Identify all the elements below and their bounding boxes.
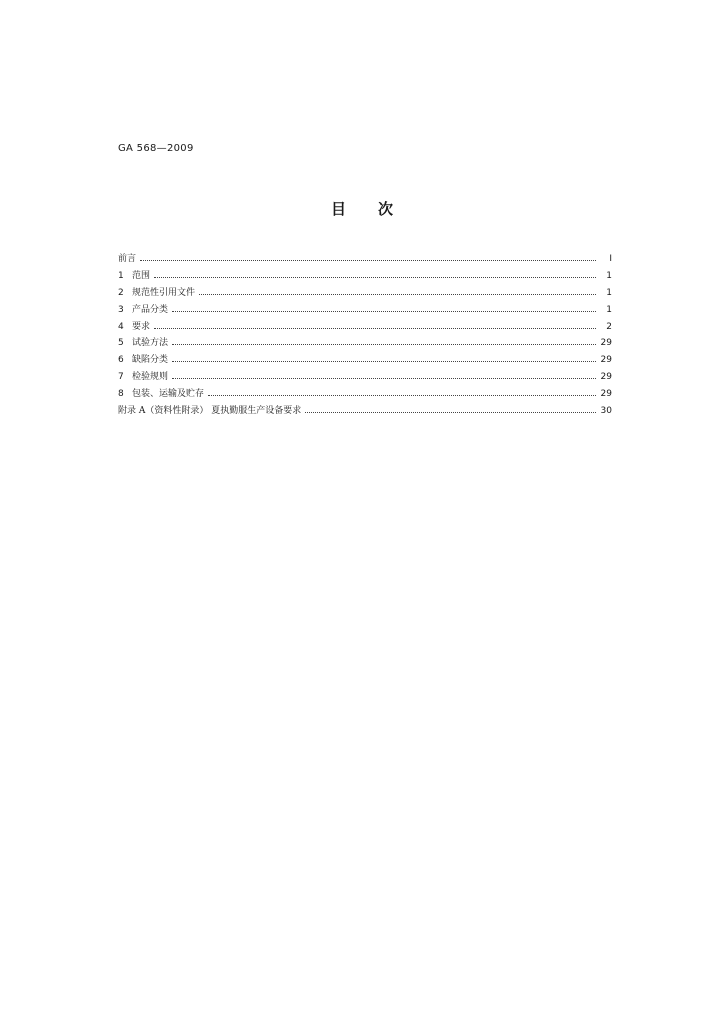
toc-leader-dots xyxy=(154,328,596,329)
toc-entry-label: 附录 A（资料性附录） 夏执勤服生产设备要求 xyxy=(118,406,302,417)
toc-leader-dots xyxy=(140,260,596,261)
toc-entry-label: 前言 xyxy=(118,254,137,264)
toc-entry-scope[interactable] xyxy=(118,268,612,285)
toc-entry-page: Ⅰ xyxy=(609,254,612,264)
toc-entry-number: 8 xyxy=(118,389,124,400)
toc-entry-number: 3 xyxy=(118,304,124,315)
toc-entry-requirements[interactable] xyxy=(118,319,612,336)
toc-entry-label: 产品分类 xyxy=(132,304,169,315)
toc-leader-dots xyxy=(172,344,596,345)
toc-entry-defect-classification[interactable] xyxy=(118,352,612,369)
toc-entry-page: 30 xyxy=(600,406,612,417)
toc-entry-page: 2 xyxy=(606,321,612,332)
toc-entry-test-methods[interactable] xyxy=(118,335,612,352)
toc-entry-inspection-rules[interactable] xyxy=(118,369,612,386)
toc-entry-page: 29 xyxy=(600,389,612,400)
toc-entry-number: 4 xyxy=(118,321,124,332)
table-of-contents xyxy=(118,251,612,420)
toc-entry-page: 1 xyxy=(606,287,612,298)
toc-entry-label: 要求 xyxy=(132,321,151,332)
toc-entry-label: 缺陷分类 xyxy=(132,355,169,366)
toc-entry-label: 试验方法 xyxy=(132,338,169,349)
toc-entry-page: 1 xyxy=(606,270,612,281)
standard-code: GA 568—2009 xyxy=(118,143,194,154)
toc-entry-page: 29 xyxy=(600,338,612,349)
toc-title xyxy=(331,198,395,219)
toc-leader-dots xyxy=(199,294,596,295)
toc-leader-dots xyxy=(154,277,596,278)
toc-entry-preface[interactable] xyxy=(118,251,612,268)
toc-entry-annex-a[interactable] xyxy=(118,403,612,420)
toc-entry-label: 规范性引用文件 xyxy=(132,287,196,298)
toc-leader-dots xyxy=(305,412,596,413)
toc-entry-page: 29 xyxy=(600,355,612,366)
toc-entry-number: 1 xyxy=(118,270,124,281)
toc-entry-number: 6 xyxy=(118,355,124,366)
toc-entry-packaging-transport-storage[interactable] xyxy=(118,386,612,403)
toc-leader-dots xyxy=(208,395,596,396)
toc-leader-dots xyxy=(172,311,596,312)
toc-title-right: 次 xyxy=(378,200,396,218)
toc-entry-number: 5 xyxy=(118,338,124,349)
toc-entry-label: 包装、运输及贮存 xyxy=(132,389,205,400)
toc-entry-page: 29 xyxy=(600,372,612,383)
toc-entry-label: 检验规则 xyxy=(132,372,169,383)
toc-leader-dots xyxy=(172,361,596,362)
toc-entry-number: 7 xyxy=(118,372,124,383)
toc-entry-normative-references[interactable] xyxy=(118,285,612,302)
toc-entry-label: 范围 xyxy=(132,270,151,281)
toc-title-left: 目 xyxy=(331,200,349,218)
toc-entry-number: 2 xyxy=(118,287,124,298)
toc-leader-dots xyxy=(172,378,596,379)
toc-entry-product-classification[interactable] xyxy=(118,302,612,319)
toc-entry-page: 1 xyxy=(606,304,612,315)
